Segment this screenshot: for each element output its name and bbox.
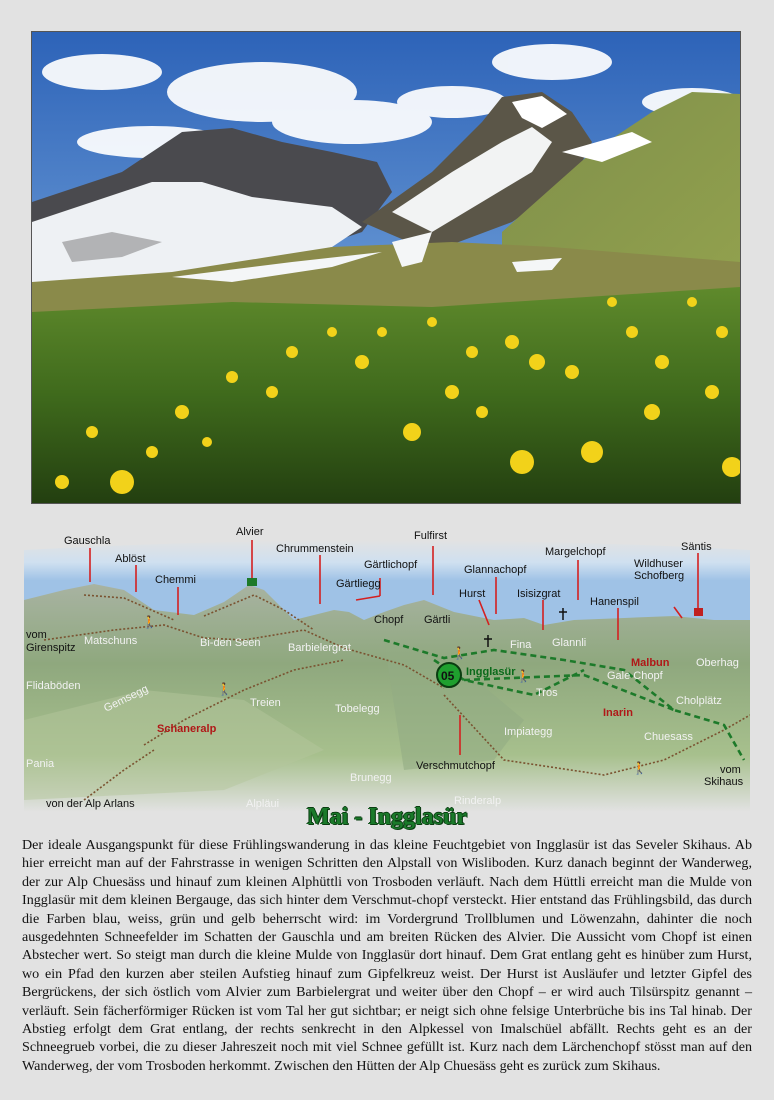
map-label: Wildhuser [634,558,683,570]
map-illustration [24,520,750,812]
hut-marker-alvier [247,578,257,586]
map-label: Gemsegg [102,682,151,715]
hut-marker-saentis [694,608,703,616]
map-label: Gärtli [424,614,451,626]
photo-illustration [32,32,740,503]
map-label: Oberhag [696,657,739,669]
map-label: Hanenspil [590,596,639,608]
map-label: Tros [536,687,558,699]
map-label: Fulfirst [414,530,447,542]
hiker-icon: 🚶 [142,615,157,629]
map-label: Bi-den Seen [200,637,261,649]
map-label: Skihaus [704,776,744,788]
map-label: Hurst [459,588,486,600]
page-title: Mai - Ingglasür [306,804,467,830]
map-label: Gärtliegg [336,578,381,590]
map-label: Alvier [236,526,264,538]
route-number-text: 05 [441,669,455,683]
map-label: Chopf [374,614,404,626]
map-label: Glannli [552,637,587,649]
map-label: Malbun [631,657,670,669]
map-label: Schofberg [634,570,685,582]
map-label: Barbielergrat [288,642,351,654]
map-label: Verschmutchopf [416,760,495,772]
map-label: Gale Chopf [607,670,663,682]
map-label: Säntis [681,541,712,553]
map-label: Rinderalp [454,795,502,807]
map-label: Gärtlichopf [364,559,418,571]
alpine-meadow-photo [31,31,741,504]
map-label: vom [26,629,47,641]
map-label: Gauschla [64,535,111,547]
map-label: Isisizgrat [517,588,561,600]
map-label: Alpläui [246,798,280,810]
map-label: Matschuns [84,635,138,647]
map-label: Treien [250,697,281,709]
hiker-icon: 🚶 [516,669,531,683]
map-label: Chuesass [644,731,693,743]
map-label: Cholplätz [676,695,722,707]
body-paragraph: Der ideale Ausgangspunkt für diese Frühlingswanderung in das kleine Feuchtgebiet von Ingglasür ist das Seveler Skihaus. Ab hier erreicht man auf der Fahrstrasse in wenigen Schritten den Alpstall von Wisliboden. Kurz danach beginnt der Wanderweg, der zur Alp Chuesäss und hinauf zum kleinen Alphüttli von Trosboden verläuft. Nach dem Hüttli erreicht man die Mulde von Ingglasür mit dem kleinen Bergauge, das sich hinter dem Verschmut-chopf versteckt. Hier entstand das Frühlingsbild, das durch die Farben blau, weiss, grün und gelb beherrscht wird: im Vordergrund Trollblumen und Löwenzahn, dahinter die noch ausgedehnten Schneefelder im Schatten der Gauschla und am breiten Rücken des Alvier. Die Aussicht vom Chopf ist einen Abstecher wert. So steigt man durch die kleine Mulde von Ingglasür dort hinauf. Dem Grat entlang geht es hinüber zum Hurst, wo ein Pfad den kurzen aber steilen Aufstieg hinauf zum Gipfelkreuz weist. Der Hurst ist Ausläufer und letzter Gipfel des Bergrückens, der sich östlich vom Alvier zum Barbielergrat und weiter über den Chopf – er wird auch Tilsürspitz genannt – verläuft. Sein fächerförmiger Rücken ist vom Tal her gut sichtbar; er neigt sich ohne felsige Unterbrüche bis ins Tal hinab. Der Abstieg erfolgt dem Grat entlang, der rechts senkrecht in den Alpkessel von Imalschüel abfällt. Rechts geht es an der Schneegrueb vorbei, die zu dieser Jahreszeit noch mit viel Schnee gefüllt ist. Kurz nach dem Lärchenchopf stösst man auf den Wanderweg, der vom Trosboden herkommt. Zwischen den Hütten der Alp Chuesäss geht es zurück zum Skihaus. [22,837,752,1074]
map-label: Ablöst [115,553,146,565]
map-label: Flidaböden [26,680,81,692]
map-label: Chrummenstein [276,543,354,555]
map-label: von der Alp Arlans [46,798,135,810]
map-label: Schaneralp [157,723,217,735]
map-label: Impiategg [504,726,553,738]
map-label: Margelchopf [545,546,606,558]
map-label: Girenspitz [26,642,76,654]
trail-panorama-map [24,520,750,812]
map-label: vom [720,764,741,776]
map-label: Fina [510,639,532,651]
map-label: Glannachopf [464,564,527,576]
map-label: Brunegg [350,772,392,784]
map-label: Chemmi [155,574,196,586]
map-label: Tobelegg [335,703,380,715]
map-label: Ingglasür [466,666,516,678]
hiker-icon: 🚶 [632,761,647,775]
hiker-icon: 🚶 [217,682,232,696]
hiker-icon: 🚶 [452,646,467,660]
map-label: Inarin [603,707,633,719]
map-label: Pania [26,758,55,770]
